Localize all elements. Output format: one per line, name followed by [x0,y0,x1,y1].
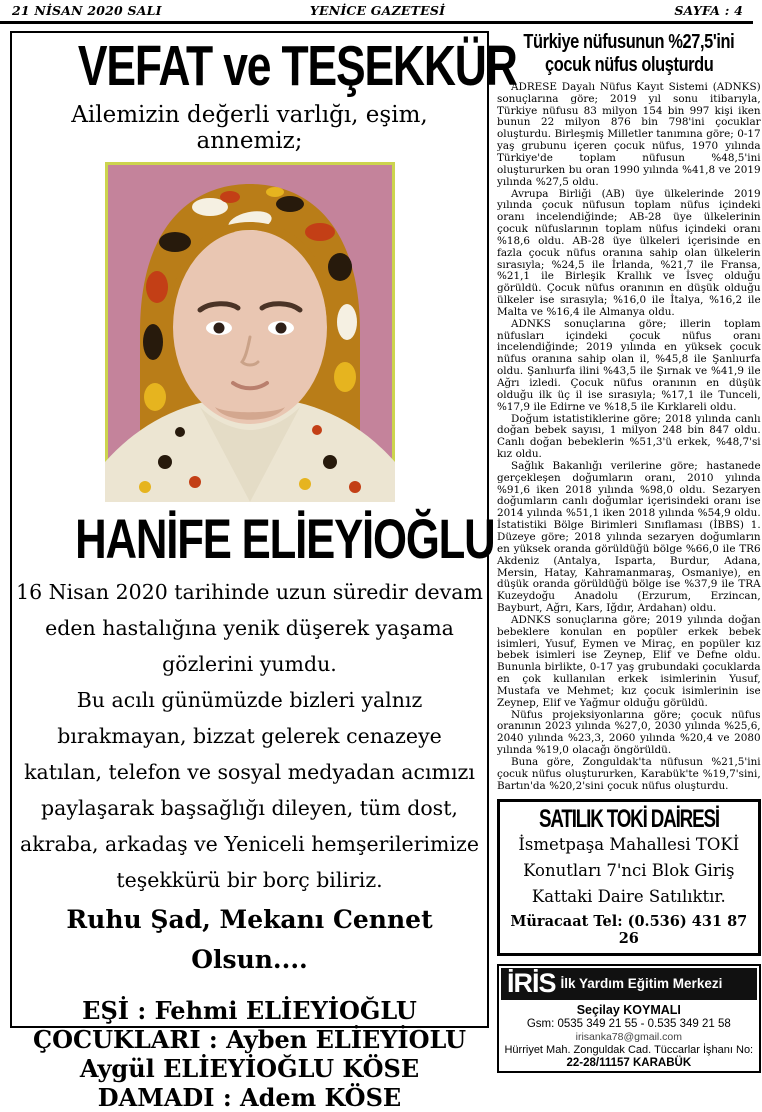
obituary-column [10,31,517,1112]
article-body [497,82,761,793]
obituary-title: VEFAT ve TEŞEKKÜR [77,34,517,98]
article-paragraph: Sağlık Bakanlığı verilerine göre; hastanede gerçekleşen doğumların oranı, 2010 yılında %91,6 iken 2018 yılında %98,0 oldu. Sezaryen doğumların canlı doğumlar içerisindeki oranı ise 2014 yılında %51,1 iken 2018 yılında %54,9 oldu. İstatistiki Bölge Birimleri Sınıflaması (İBBS) 1. Düzeye göre; 2018 yılında sezaryen doğumların en yüksek oranda görüldüğü bölge %66,0 ile TR6 Akdeniz (Antalya, Isparta, Burdur, Adana, Mersin, Hatay, Kahramanmaraş, Osmaniye), en düşük oranda görüldüğü bölge ise %37,9 ile TRA Kuzeydoğu Anadolu (Erzurum, Erzincan, Bayburt, Ağrı, Kars, Iğdır, Ardahan) oldu. [497,459,761,615]
toki-ad-line: Kattaki Daire Satılıktır. [531,886,726,906]
article-paragraph: ADNKS sonuçlarına göre; illerin toplam nüfusları içindeki çocuk nüfus oranı incelendiğinde; 2019 yılında en yüksek çocuk nüfus oranına sahip olan il, %45,8 ile Şanlıurfa oldu. Şanlıurfa ilini %43,5 ile Şırnak ve %41,9 ile Ağrı izledi. Çocuk nüfus oranının en düşük olduğu ilk üç il ise sırasıyla; %17,1 ile Tunceli, %17,9 ile Edirne ve %18,5 ile Kırklareli oldu. [497,317,761,413]
iris-ad-header [501,968,757,1000]
article-title-line1: Türkiye nüfusunun %27,5'ini [523,30,735,53]
iris-address-line2: 22-28/11157 KARABÜK [566,1056,692,1069]
toki-ad-line: Konutları 7'nci Blok Giriş [523,860,735,880]
toki-ad-lines [503,832,755,910]
toki-ad-box [497,799,761,956]
obituary-box [10,31,517,1112]
family-member-line: DAMADI : Adem KÖSE [97,1083,402,1112]
toki-ad-contact: Müracaat Tel: (0.536) 431 87 26 [510,912,748,947]
article-paragraph: Buna göre, Zonguldak'ta nüfusun %21,5'ini çocuk nüfus oluştururken, Karabük'te %19,7'sini, Bartın'da %20,2'sini çocuk nüfus oluşturdu. [497,756,761,792]
iris-gsm-numbers: Gsm: 0535 349 21 55 - 0.535 349 21 58 [526,1017,731,1030]
iris-header-label: İlk Yardım Eğitim Merkezi [560,975,723,991]
article-paragraph: Nüfus projeksiyonlarına göre; çocuk nüfus oranının 2023 yılında %27,0, 2030 yılında %25,6, 2040 yılında %23,3, 2060 yılında %20,4 ve 2080 yılında %19,0 olacağı öngörüldü. [497,708,761,757]
newspaper-title: YENİCE GAZETESİ [309,3,446,18]
deceased-name: HANİFE ELİEYİOĞLU [75,507,495,571]
prayer-line: Ruhu Şad, Mekanı Cennet Olsun.... [66,905,433,975]
toki-ad-line: İsmetpaşa Mahallesi TOKİ [518,834,740,854]
article-title-line2: çocuk nüfus oluşturdu [544,52,713,76]
iris-logo: İRİS [507,967,556,998]
masthead-date: 21 NİSAN 2020 SALI [12,3,162,18]
article-paragraph: Avrupa Birliği (AB) üye ülkelerinde 2019 yılında çocuk nüfusun toplam nüfus içindeki oranı incelendiğinde; AB-28 üye ülkelerinin çocuk nüfuslarının toplam nüfus içindeki oranı %18,6 oldu. AB-28 üye ülkeleri içerisinde en fazla çocuk nüfus oranına sahip olan ülkelerin sırasıyla; %24,5 ile İrlanda, %21,7 ile Fransa, %21,1 ile Birleşik Krallık ve İsveç olduğu görüldü. Çocuk nüfus oranının en düşük olduğu ülkeler ise sırasıyla; %16,0 ile İtalya, %16,2 ile Malta ve %16,4 ile Almanya oldu. [497,187,761,318]
page-number: SAYFA : 4 [674,3,744,18]
iris-email: irisanka78@gmail.com [575,1030,682,1043]
obituary-intro: Ailemizin değerli varlığı, eşim, annemiz; [71,102,428,155]
family-list [16,996,483,1112]
portrait-photo [105,162,395,502]
article-title [497,31,761,77]
iris-contact-person: Seçilay KOYMALI [576,1002,681,1017]
iris-ad-box [497,964,761,1073]
obituary-body-paragraph: Bu acılı günümüzde bizleri yalnız bırakmayan, bizzat gelerek cenazeye katılan, telefon ve sosyal medyadan acımızı paylaşarak başsağlığı dileyen, tüm dost, akraba, arkadaş ve Yeniceli hemşerilerimize teşekkürü bir borç biliriz. [20,688,479,893]
family-member-line: Aygül ELİEYİOĞLU KÖSE [79,1054,420,1084]
article-paragraph: Doğum istatistiklerine göre; 2018 yılında canlı doğan bebek sayısı, 1 milyon 248 bin 847 oldu. Canlı doğan bebeklerin %51,3'ü erkek, %48,7'si kız oldu. [497,412,761,461]
portrait-photo-illustration [105,162,395,502]
masthead [0,0,753,24]
iris-address-line1: Hürriyet Mah. Zonguldak Cad. Tüccarlar İşhanı No: [504,1043,754,1056]
page-content [0,24,761,1112]
article-paragraph: ADRESE Dayalı Nüfus Kayıt Sistemi (ADNKS) sonuçlarına göre; 2019 yıl sonu itibarıyla, Türkiye nüfusu 83 milyon 154 bin 997 kişi iken bunun 22 milyon 876 bin 798'ini çocuklar oluşturdu. Birleşmiş Milletler tanımına göre; 0-17 yaş grubunu içeren çocuk nüfus, 1970 yılında Türkiye'de toplam nüfusun %48,5'ini oluştururken bu oran 1990 yılında %41,8 ve 2019 yılında %27,5 oldu. [497,80,761,188]
obituary-body [16,574,483,898]
family-member-line: EŞİ : Fehmi ELİEYİOĞLU [82,996,417,1026]
article-paragraph: ADNKS sonuçlarına göre; 2019 yılında doğan bebeklere konulan en popüler erkek bebek isimleri, Yusuf, Eymen ve Miraç, en popüler kız bebek isimleri ise Zeynep, Elif ve Defne oldu. Bununla birlikte, 0-17 yaş grubundaki çocuklarda en çok kullanılan erkek isimlerinin Yusuf, Mustafa ve Mehmet; kız çocuk isimlerinin ise Zeynep, Elif ve Yağmur olduğu görüldü. [497,613,761,709]
news-column [497,31,762,1073]
family-member-line: ÇOCUKLARI : Ayben ELİEYİOLU [32,1025,467,1055]
toki-ad-title: SATILIK TOKİ DAİRESİ [538,804,719,833]
obituary-body-paragraph: 16 Nisan 2020 tarihinde uzun süredir devam eden hastalığına yenik düşerek yaşama gözlerini yumdu. [16,580,483,677]
